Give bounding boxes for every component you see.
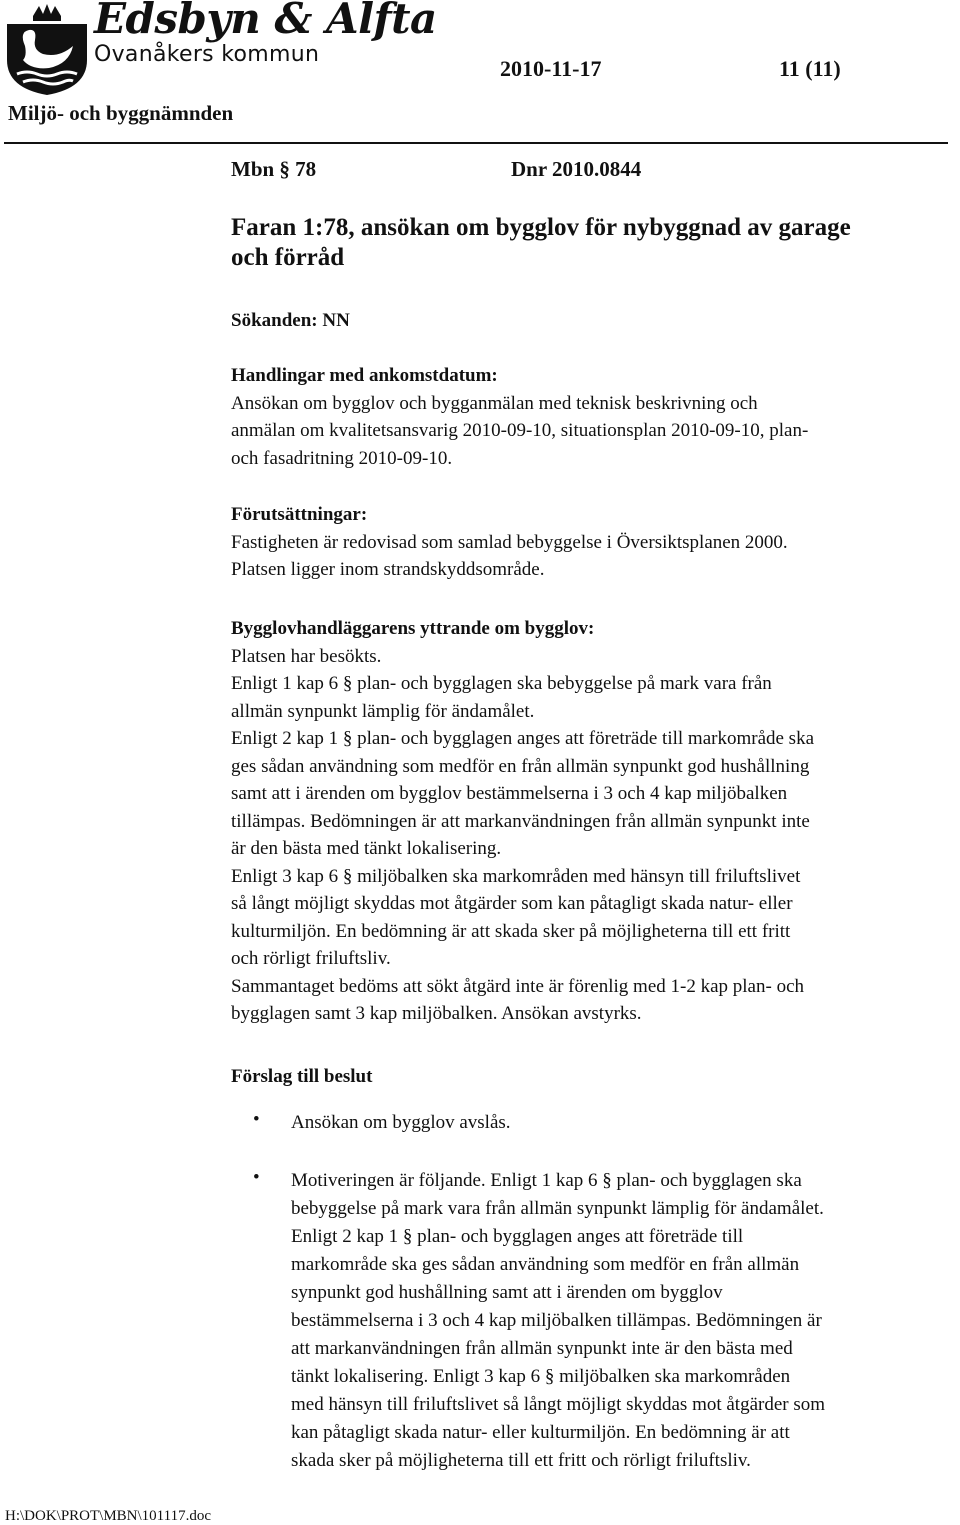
paragraph-line: Platsen har besökts. xyxy=(231,645,382,667)
case-diary-number: Dnr 2010.0844 xyxy=(511,157,642,181)
yttrande-heading: Bygglovhandläggarens yttrande om bygglov: xyxy=(231,618,595,639)
case-paragraph-number: Mbn § 78 xyxy=(231,157,317,181)
paragraph-line: är den bästa med tänkt lokalisering. xyxy=(231,838,502,859)
applicant-text: Sökanden: NN xyxy=(231,310,350,331)
bullet-line: med hänsyn till friluftslivet så långt möjligt skyddas mot åtgärder som xyxy=(291,1394,826,1415)
bullet-item-multiline xyxy=(291,1167,825,1475)
coat-of-arms-icon xyxy=(3,2,91,96)
paragraph-line: bygglagen samt 3 kap miljöbalken. Ansökan avstyrks. xyxy=(231,1003,642,1024)
bullet-line: Motiveringen är följande. Enligt 1 kap 6 § plan- och bygglagen ska xyxy=(291,1170,802,1191)
committee-name: Miljö- och byggnämnden xyxy=(8,101,234,125)
bullet-line: tänkt lokalisering. Enligt 3 kap 6 § miljöbalken ska markområden xyxy=(291,1366,791,1387)
bullet-line: bestämmelserna i 3 och 4 kap miljöbalken tillämpas. Bedömningen är xyxy=(291,1310,822,1331)
paragraph-line: tillämpas. Bedömningen är att markanvändningen från allmän synpunkt inte xyxy=(231,810,810,832)
paragraph-line: samt att i ärenden om bygglov bestämmelserna i 3 och 4 kap miljöbalken xyxy=(231,783,788,804)
forutsattningar-section xyxy=(231,501,788,584)
paragraph-line: anmälan om kvalitetsansvarig 2010-09-10, situationsplan 2010-09-10, plan- xyxy=(231,420,809,441)
page-number: 11 (11) xyxy=(779,56,841,81)
paragraph-line: Enligt 2 kap 1 § plan- och bygglagen anges att företräde till markområde ska xyxy=(231,728,815,749)
file-path-footer: H:\DOK\PROT\MBN\101117.doc xyxy=(5,1508,211,1524)
bullet-line: Enligt 2 kap 1 § plan- och bygglagen anges att företräde till xyxy=(291,1226,744,1247)
header-rule xyxy=(4,142,948,144)
bullet-icon: • xyxy=(253,1167,260,1188)
org-name-line1: Edsbyn & Alfta xyxy=(94,0,437,43)
bullet-item: Ansökan om bygglov avslås. xyxy=(291,1112,511,1133)
document-date: 2010-11-17 xyxy=(500,56,602,81)
case-title-line: och förråd xyxy=(231,244,345,271)
paragraph-line: Fastigheten är redovisad som samlad bebyggelse i Översiktsplanen 2000. xyxy=(231,531,788,553)
forutsattningar-heading: Förutsättningar: xyxy=(231,504,368,525)
bullet-line: bebyggelse på mark vara från allmän synpunkt lämplig för ändamålet. xyxy=(291,1198,824,1219)
paragraph-line: och rörligt friluftsliv. xyxy=(231,948,391,969)
paragraph-line: Sammantaget bedöms att sökt åtgärd inte är förenlig med 1-2 kap plan- och xyxy=(231,975,804,997)
case-title xyxy=(231,213,851,273)
bullet-line: skada sker på möjligheterna till ett fritt och rörligt friluftsliv. xyxy=(291,1450,751,1471)
org-name-line2: Ovanåkers kommun xyxy=(94,42,320,67)
forslag-heading: Förslag till beslut xyxy=(231,1066,373,1087)
paragraph-line: Enligt 3 kap 6 § miljöbalken ska markområden med hänsyn till friluftslivet xyxy=(231,865,801,887)
paragraph-line: Enligt 1 kap 6 § plan- och bygglagen ska bebyggelse på mark vara från xyxy=(231,673,772,694)
paragraph-line: allmän synpunkt lämplig för ändamålet. xyxy=(231,700,535,722)
case-title-line: Faran 1:78, ansökan om bygglov för nybyggnad av garage xyxy=(231,214,851,241)
paragraph-line: Ansökan om bygglov och bygganmälan med teknisk beskrivning och xyxy=(231,392,758,414)
handlingar-section xyxy=(231,362,808,472)
handlingar-heading: Handlingar med ankomstdatum: xyxy=(231,365,498,386)
applicant-line xyxy=(231,307,350,335)
municipality-logo xyxy=(3,2,91,96)
paragraph-line: så långt möjligt skyddas mot åtgärder som kan påtagligt skada natur- eller xyxy=(231,893,793,914)
paragraph-line: och fasadritning 2010-09-10. xyxy=(231,447,453,469)
bullet-line: markområde ska ges sådan användning som medför en från allmän xyxy=(291,1254,800,1275)
paragraph-line: ges sådan användning som medför en från allmän synpunkt god hushållning xyxy=(231,755,810,777)
bullet-line: synpunkt god hushållning samt att i ärenden om bygglov xyxy=(291,1282,723,1303)
yttrande-section xyxy=(231,615,814,1028)
bullet-line: att markanvändningen från allmän synpunkt inte är den bästa med xyxy=(291,1338,793,1359)
paragraph-line: Platsen ligger inom strandskyddsområde. xyxy=(231,559,545,580)
paragraph-line: kulturmiljön. En bedömning är att skada sker på möjligheterna till ett fritt xyxy=(231,920,791,942)
bullet-line: kan påtagligt skada natur- eller kulturmiljön. En bedömning är att xyxy=(291,1422,790,1443)
bullet-icon: • xyxy=(253,1109,260,1130)
